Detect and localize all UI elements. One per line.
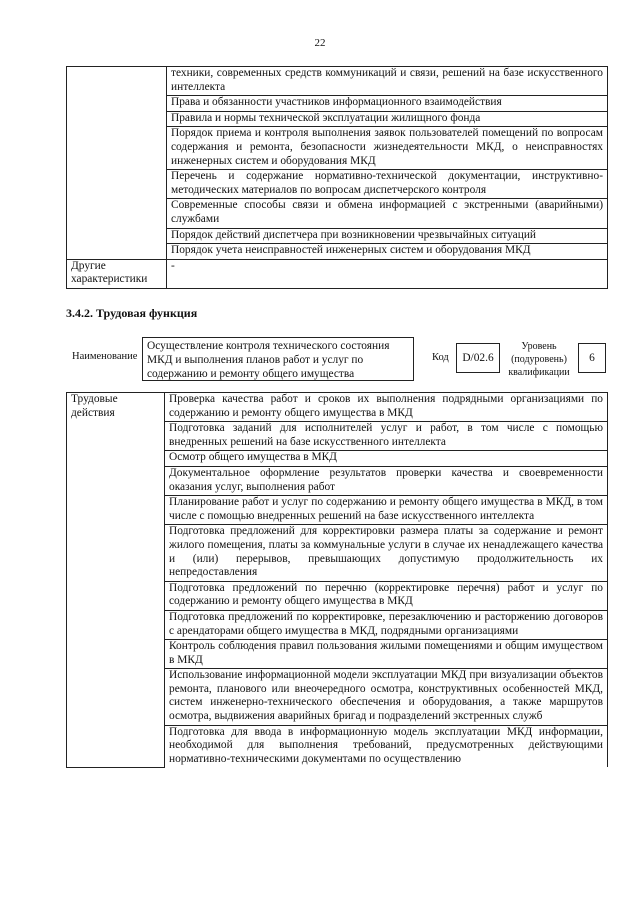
labor-action-item: Документальное оформление результатов проверки качества и своевременности оказания услуг, выполнения работ — [165, 466, 608, 495]
qualification-level-label: Уровень (подуровень) квалификации — [508, 341, 570, 378]
labor-action-item: Использование информационной модели эксплуатации МКД при визуализации объектов ремонта, планового или внеочередного осмотра, конструктивных особенностей МКД, систем инженерно-технического обеспечения и оборудования, а также маршрутов осмотра, выдвижения аварийных бригад и подразделений экстренных служб — [165, 669, 608, 725]
knowledge-item: Права и обязанности участников информационного взаимодействия — [167, 96, 608, 112]
table-row — [67, 393, 608, 422]
page-number: 22 — [314, 37, 326, 49]
name-label: Наименование — [72, 351, 138, 362]
labor-actions-label: Трудовые действия — [67, 393, 165, 768]
table-row — [67, 259, 608, 288]
code-box: D/02.6 — [456, 343, 500, 373]
other-characteristics-value: - — [167, 259, 608, 288]
knowledge-item: Правила и нормы технической эксплуатации жилищного фонда — [167, 111, 608, 127]
function-name-box: Осуществление контроля технического состояния МКД и выполнения планов работ и услуг по содержанию и ремонту общего имущества — [142, 337, 414, 381]
section-title: 3.4.2. Трудовая функция — [66, 306, 198, 320]
knowledge-item: Порядок действий диспетчера при возникновении чрезвычайных ситуаций — [167, 228, 608, 244]
labor-action-item: Подготовка заданий для исполнителей услуг и работ, в том числе с помощью внедренных решений на базе искусственного интеллекта — [165, 422, 608, 451]
knowledge-item: Современные способы связи и обмена информацией с экстренными (аварийными) службами — [167, 199, 608, 228]
table-row — [67, 67, 608, 96]
labor-action-item: Подготовка предложений по корректировке, перезаключению и расторжению договоров с арендаторами общего имущества в МКД, подрядными организациями — [165, 610, 608, 639]
labor-action-item: Планирование работ и услуг по содержанию и ремонту общего имущества в МКД, в том числе с помощью внедренных решений на базе искусственного интеллекта — [165, 496, 608, 525]
knowledge-item: Порядок приема и контроля выполнения заявок пользователей помещений по вопросам содержания и ремонта, безопасности жизнедеятельности МКД, о неисправностях инженерных систем и оборудования МКД — [167, 127, 608, 170]
labor-action-item: Подготовка предложений для корректировки размера платы за содержание и ремонт жилого помещения, платы за коммунальные услуги в случае их ненадлежащего качества и (или) перерывов, превышающих допустимую продолжительность их непредоставления — [165, 525, 608, 581]
empty-label-cell — [67, 67, 167, 260]
knowledge-item: Перечень и содержание нормативно-технической документации, инструктивно-методических материалов по вопросам диспетчерского контроля — [167, 170, 608, 199]
other-characteristics-label: Другие характеристики — [67, 259, 167, 288]
labor-action-item: Контроль соблюдения правил пользования жилыми помещениями и общим имуществом в МКД — [165, 640, 608, 669]
labor-action-item: Подготовка предложений по перечню (корректировке перечня) работ и услуг по содержанию и ремонту общего имущества в МКД — [165, 581, 608, 610]
knowledge-item: Порядок учета неисправностей инженерных систем и оборудования МКД — [167, 244, 608, 260]
knowledge-item: техники, современных средств коммуникаций и связи, решений на базе искусственного интеллекта — [167, 67, 608, 96]
labor-actions-table — [66, 392, 608, 768]
knowledge-continuation-table — [66, 66, 608, 289]
labor-action-item: Проверка качества работ и сроков их выполнения подрядными организациями по содержанию и ремонту общего имущества в МКД — [165, 393, 608, 422]
labor-action-item: Осмотр общего имущества в МКД — [165, 451, 608, 467]
code-label: Код — [432, 352, 449, 363]
labor-action-item: Подготовка для ввода в информационную модель эксплуатации МКД информации, необходимой для выполнения требований, предусмотренных действующими нормативно-техническими документами по осуществлению — [165, 725, 608, 767]
qualification-level-box: 6 — [578, 343, 606, 373]
